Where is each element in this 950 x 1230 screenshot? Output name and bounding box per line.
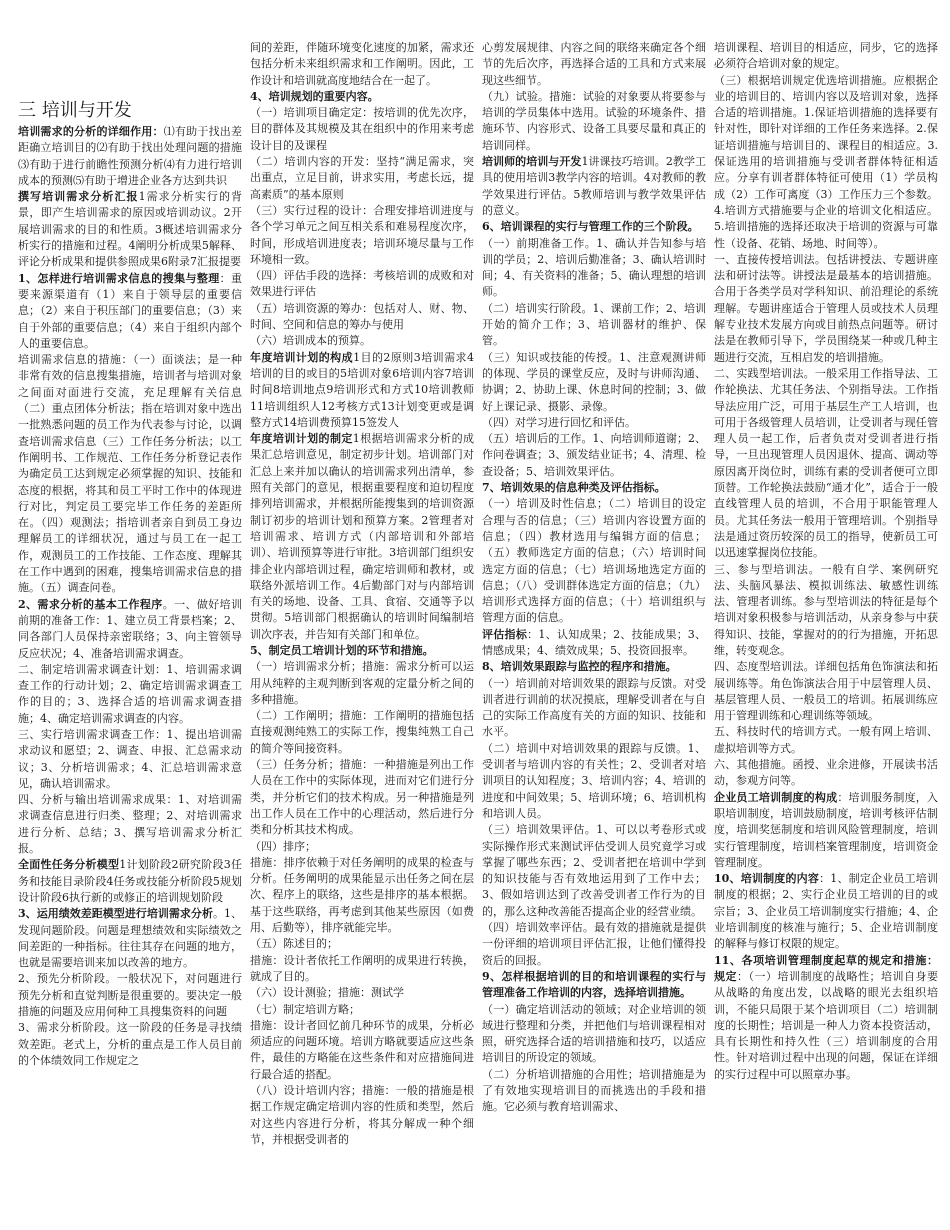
paragraph-text: ：重要来源渠道有（1）来自于领导层的重要信息；（2）来自于积压部门的重要信息；（3）来自于外部的重要信息；（4）来自于组织内部个人的重要信息。 [18,271,243,350]
paragraph [18,597,242,662]
paragraph [250,985,474,1001]
paragraph-text: （九）试验。措施：试验的对象要从将要参与培训的学员集体中选用。试验的环境条件、措施环节、内容形式、设备工具要尽量和真正的培训同样。 [482,89,706,152]
paragraph [714,659,938,724]
paragraph-text: （四）排序； [250,839,316,853]
paragraph-text: （一）前期准备工作。1、确认并告知参与培训的学员；2、培训后勤准备；3、确认培训时间；4、有关资料的准备；5、确认理想的培训师。 [482,236,706,299]
paragraph [482,236,706,301]
paragraph [18,124,242,189]
paragraph-heading: 评估指标 [482,627,528,641]
paragraph [250,643,474,659]
paragraph [714,366,938,562]
paragraph-heading: 2、需求分析的基本工作程序 [18,597,163,611]
paragraph [714,757,938,790]
paragraph-text: （二）培训内容的开发：坚持“满足需求，突出重点，立足目前，讲求实用，考虑长远，提高素质”的基本原则 [250,155,474,201]
paragraph [714,724,938,757]
paragraph [250,757,474,838]
paragraph-text: 心剪发展规律、内容之间的联络来确定各个细节的先后次序，再选择合适的工具和方式来展现这些细节。 [482,41,706,87]
paragraph [714,871,938,952]
paragraph-text: 1计划阶段2研究阶段3任务和技能目录阶段4任务或技能分析阶段5规划设计阶段6执行新的或修正的培训规划阶段 [18,858,242,904]
paragraph-text: （三）根据培训规定优选培训措施。应根据企业的培训目的、培训内容以及培训对象，选择合适的培训措施。1.保证培训措施的选择要有针对性，即针对详细的工作任务来选择。2.保证培训措施与培训目的、课程目的相适应。3.保证选用的培训措施与受训者群体特征相适应。分享有训者群体特征可使用（1）学员构成（2）工作可离度（3）工作压力三个参数。4.培训方式措施要与企业的培训文化相适应。5.培训措施的选择还取决于培训的资源与可靠性（设备、花销、场地、时间等）。 [714,73,938,250]
paragraph-heading: 培训师的培训与开发 [482,155,582,169]
paragraph [482,1067,706,1116]
paragraph [250,855,474,936]
paragraph [250,431,474,643]
paragraph [714,252,938,366]
paragraph-heading: 7、培训效果的信息种类及评估指标。 [482,481,666,495]
column-1-body [18,124,242,1069]
paragraph-heading: 8、培训效果跟踪与监控的程序和措施。 [482,660,677,674]
paragraph-text: （一）培训需求分析；措施：需求分析可以运用从纯粹的主观判断到客观的定量分析之间的多种措施。 [250,660,474,706]
paragraph-text: （五）培训后的工作。1、向培训师道谢；2、作问卷调查；3、颁发结业证书；4、清理、检查设备；5、培训效果评估。 [482,432,706,478]
paragraph-text: 间的差距，伴随环境变化速度的加紧，需求还包括分析未来组织需求和工作阐明。因此，工作设计和培训就高度地结合在一起了。 [250,41,474,87]
paragraph [18,271,242,352]
paragraph-heading: 4、培训规划的重要内容。 [250,89,379,103]
paragraph-heading: 企业员工培训制度的构成 [714,790,838,804]
paragraph-text: 3、需求分析阶段。这一阶段的任务是寻找绩效差距。老式上，分析的重点是工作人员目前的个体绩效同工作规定之 [18,1021,242,1067]
paragraph [482,350,706,415]
paragraph-text: ：（一）培训制度的战略性；培训自身要从战略的角度出发，以战略的眼光去组织培训，不能只局限于某个培训项目（二）培训制度的长期性；培训是一种人力资本投资活动，具有长期性和持久性（三）培训制度的合用性。针对培训过程中出现的问题，保证在详细的实行过程中可以照章办事。 [714,969,938,1081]
paragraph [250,953,474,986]
paragraph [250,333,474,349]
paragraph-text: （二）分析培训措施的合用性；培训措施是为了有效地实现培训目的而挑选出的手段和措施。它必须与教育培训需求、 [482,1067,706,1114]
paragraph-heading: 5、制定员工培训计划的环节和措施。 [250,643,434,657]
paragraph-text: ：1、认知成果；2、技能成果；3、情感成果；4、绩效成果；5、投资回报率。 [482,627,707,657]
paragraph [250,1002,474,1018]
paragraph-text: （七）制定培训方略； [250,1002,360,1016]
paragraph [482,659,706,675]
paragraph [714,562,938,660]
paragraph-heading: 3、运用绩效差距模型进行培训需求分析 [18,907,213,921]
paragraph [250,40,474,89]
paragraph [482,431,706,480]
paragraph [18,352,242,596]
paragraph-text: 六、其他措施。函授、业余进修，开展读书活动，参观方问等。 [714,758,938,788]
paragraph [714,953,938,1083]
paragraph-heading: 10、培训制度的内容 [714,872,820,886]
paragraph-text: （一）确定培训活动的领域；对企业培训的领域进行整理和分类，并把他们与培训课程相对照，研究选择合适的培训措施和技巧，以适应培训目的所设定的领域。 [482,1002,706,1065]
paragraph-text: （一）培训前对培训效果的跟踪与反馈。对受训者进行训前的状况摸底，理解受训者在与自己的实际工作高度有关的方面的知识、技能和水平。 [482,676,706,739]
paragraph [250,89,474,105]
paragraph-text: （二）培训实行阶段。1、课前工作；2、培训开始的简介工作；3、培训器材的维护、保管。 [482,301,706,348]
paragraph [250,839,474,855]
paragraph [18,189,242,270]
paragraph-text: （三）知识或技能的传授。1、注意观测讲师的体现、学员的课堂反应，及时与讲师沟通、协调；2、协助上课、休息时间的控制；3、做好上课记录、摄影、录像。 [482,350,706,413]
paragraph-heading: 年度培训计划的制定 [250,432,353,446]
paragraph-text: 措施：设计者依托工作阐明的成果进行转换，就成了目的。 [250,953,474,983]
paragraph-text: 三、实行培训需求调查工作：1、提出培训需求动议和愿望；2、调查、申报、汇总需求动议；3、分析培训需求；4、汇总培训需求意见，确认培训需求。 [18,727,242,790]
paragraph [250,105,474,154]
paragraph [714,790,938,871]
paragraph-text: （六）培训成本的预算。 [250,334,371,348]
paragraph [482,301,706,350]
column-3 [482,40,706,1116]
paragraph [250,268,474,301]
paragraph-text: （六）设计测验；措施：测试学 [250,986,404,1000]
paragraph-heading: 培训需求的分析的详细作用： [18,125,164,138]
paragraph-text: （一）培训及时性信息；（二）培训目的设定合理与否的信息；（三）培训内容设置方面的信息；（四）教材选用与编辑方面的信息；（五）教师选定方面的信息；（六）培训时间选定方面的信息；（七）培训场地选定方面的信息；（八）受训群体选定方面的信息；（九）培训形式选择方面的信息；（十）培训组织与管理方面的信息。 [482,497,706,625]
paragraph-text: （二）培训中对培训效果的跟踪与反馈。1、受训者与培训内容的有关性；2、受训者对培训项目的认知程度；3、培训内容；4、培训的进度和中间效果；5、培训环境；6、培训机构和培训人员。 [482,741,706,820]
paragraph [482,741,706,822]
paragraph [714,73,938,252]
column-2 [250,40,474,1148]
paragraph-text: 四、态度型培训法。详细包括角色饰演法和拓展训练等。角色饰演法合用于中层管理人员、基层管理人员、一般员工的培训。拓展训练应用于管理训练和心理训练等领域。 [714,660,938,723]
paragraph [18,727,242,792]
paragraph-text: 培训需求信息的措施：（一）面谈法；是一种非常有效的信息搜集措施，培训者与培训对象之间面对面进行交流，充足理解有关信息（二）重点团体分析法；指在培训对象中选出一批熟悉问题的员工作为代表参与讨论，以调查培训需求信息（三）工作任务分析法；以工作阐明书、工作规范、工作任务分析登记表作为确定员工达到规定必须掌握的知识、技能和态度的根据，将其和员工平时工作中的体现进行对比，判定员工要完毕工作任务的差距所在。（四）观测法；指培训者亲自到员工身边理解员工的详细状况，通过与员工在一起工作，观测员工的工作技能、工作态度、理解其在工作中遇到的困难，搜集培训需求信息的措施。（五）调查问卷。 [18,353,242,595]
paragraph [250,659,474,708]
paragraph-text: ：培训服务制度，入职培训制度，培训鼓励制度，培训考核评估制度，培训奖惩制度和培训风险管理制度，培训实行管理制度，培训档案管理制度，培训资金管理制度。 [714,790,939,869]
paragraph [18,857,242,906]
paragraph [482,89,706,154]
paragraph [18,662,242,727]
paragraph-text: （四）对学习进行回忆和评估。 [482,415,636,429]
paragraph [18,792,242,857]
paragraph [18,1020,242,1069]
paragraph-text: （三）实行过程的设计：合理安排培训进度与各个学习单元之间互相关系和难易程度次序，时间，形成培训进度表；培训环境尽量与工作环境相一致。 [250,203,474,266]
paragraph-text: （四）培训效率评估。最有效的措施就是提供一份评细的培训项目评估汇报，让他们懂得投资后的回报。 [482,921,706,967]
paragraph [482,1002,706,1067]
paragraph-text: ⑴有助于找出差距确立培训目的⑵有助于找出处理问题的措施⑶有助于进行前瞻性预测分析⑷有力进行培训成本的预测⑸有助于增进企业各方达到共识 [18,125,243,187]
paragraph [482,627,706,660]
paragraph [482,496,706,626]
paragraph-text: 措施：设计者回忆前几种环节的成果，分析必须适应的问题环境。培训方略就要适应这些条件，最佳的方略能在这些条件和对应措施间进行最合适的搭配。 [250,1018,474,1081]
paragraph-text: 二、制定培训需求调查计划：1、培训需求调查工作的行动计划；2、确定培训需求调查工作的目的；3、选择合适的培训需求调查措施；4、确定培训需求调查的内容。 [18,662,242,725]
paragraph [482,219,706,235]
paragraph-text: （三）培训效果评估。1、可以以考卷形式或实际操作形式来测试评估受训人员究竟学习或掌握了哪些东西；2、受训者把在培训中学到的知识技能与否有效地运用到了工作中去；3、假如培训达到了改善受训者工作行为的目的，那么这种改善能否提高企业的经营业绩。 [482,823,706,918]
paragraph-text: （二）工作阐明；措施：工作阐明的措施包括直接观测纯熟工的实际工作，搜集纯熟工自己的简介等间接资料。 [250,709,474,755]
paragraph-text: （一）培训项目确定定：按培训的优先次序，目的群体及其规模及其在组织中的作用来考虑设计目的及课程 [250,106,474,152]
paragraph-heading: 1、怎样进行培训需求信息的搜集与整理 [18,271,220,285]
paragraph-text: 二、实践型培训法。一般采用工作指导法、工作轮换法、尤其任务法、个别指导法。工作指导法应用广泛，可用于基层生产工人培训，也可用于各级管理人员培训，让受训者与现任管理人员一起工作，后者负责对受训者进行指导，一旦出现管理人员因退休、提高、调动等原因离开岗位时，训练有素的受训者便可立即顶替。工作轮换法鼓励“通才化”，适合于一般直线管理人员的培训，不合用于职能管理人员。尤其任务法一般用于管理培训。个别指导法是通过资历较深的员工的指导，使新员工可以迅速掌握岗位技能。 [714,366,938,560]
paragraph-text: 五、科技时代的培训方式。一般有网上培训、虚拟培训等方式。 [714,725,938,755]
paragraph-text: 措施：排序依赖于对任务阐明的成果的检查与分析。任务阐明的成果能显示出任务之间在层次、程序上的联络，这些是排序的基本根据。基于这些联络，再考虑到其他某些原因（如费用、后勤等），排序就能完毕。 [250,855,474,935]
paragraph-heading: 全面性任务分析模型 [18,858,120,872]
paragraph-text: 三、参与型培训法。一般有自学、案例研究法、头脑风暴法、模拟训练法、敏感性训练法、管理者训练。参与型培训法的特征是每个培训对象积极参与培训活动，从亲身参与中获得知识、技能，掌握对的的行为措施，开拓思维，转变观念。 [714,562,938,657]
page-title: 三 培训与开发 [18,100,132,121]
paragraph [18,906,242,971]
paragraph-text: 1需求分析实行的背景，即产生培训需求的原因或培训动议。2开展培训需求的目的和性质。3概述培训需求分析实行的措施和过程。4阐明分析成果5解释、评论分析成果和提供参照成果6附录7汇报提要 [18,190,243,269]
paragraph [250,1018,474,1083]
paragraph [482,154,706,219]
paragraph-text: ：1、制定企业员工培训制度的根据；2、实行企业员工培训的目的或宗旨；3、企业员工培训制度实行措施；4、企业培训制度的核准与施行；5、企业培训制度的解释与修订权限的规定。 [714,872,939,951]
column-4 [714,40,938,1083]
paragraph [482,969,706,1002]
paragraph [250,203,474,268]
paragraph-text: 培训课程、培训目的相适应，同步，它的选择必须符合培训对象的规定。 [714,41,938,71]
paragraph-text: （八）设计培训内容；措施：一般的措施是根据工作规定确定培训内容的性质和类型，然后对这些内容进行分析，将其分解成一种个细节，并根据受训者的 [250,1084,474,1146]
paragraph [482,415,706,431]
paragraph-heading: 6、培训课程的实行与管理工作的三个阶段。 [482,220,699,234]
paragraph [250,708,474,757]
paragraph-text: 1根据培训需求分析的成果汇总培训意见，制定初步计划。培训部门对汇总上来并加以确认的培训需求列出清单，参照有关部门的意见，根据重要程度和迫切程度排列培训需求，并根据所能搜集到的培训资源制订初步的培训计划和预算方案。2管理者对培训需求、培训方式（内部培训和外部培训）、培训预算等进行审批。3培训部门组织安排企业内部培训过程，确定培训师和教材，或联络外派培训工作。4后勤部门对与内部培训有关的场地、设备、工具、食宿、交通等予以贯彻。5培训部门根据确认的培训时间编制培训次序表，并告知有关部门和单位。 [250,432,475,641]
paragraph-text: （五）陈述目的； [250,937,338,951]
paragraph-text: 2、预先分析阶段。一般状况下，对问题进行预先分析和直觉判断是很重要的。要决定一般措施的问题及应用何种工具搜集资料的问题 [18,972,242,1019]
paragraph-text: （三）任务分析；措施：一种措施是列出工作人员在工作中的实际体现，进而对它们进行分类，并分析它们的技术构成。另一种措施是列出工作人员在工作中的心理活动，然后进行分类和分析其技术构成。 [250,758,474,837]
column-1 [18,100,242,1069]
paragraph [18,971,242,1020]
paragraph-text: （四）评估手段的选择：考核培训的成败和对效果进行评估 [250,269,474,299]
paragraph-heading: 11、各项培训管理制度起草的规定和措施：规定 [714,953,938,983]
paragraph-text: 。1、发现问题阶段。问题是理想绩效和实际绩效之间差距的一种指标。往往其存在问题的地方，也就是需要培训来加以改善的地方。 [18,907,243,970]
paragraph-heading: 撰写培训需求分析汇报 [18,190,139,204]
paragraph [482,920,706,969]
paragraph [482,822,706,920]
paragraph-text: 。一、做好培训前期的准备工作：1、建立员工背景档案；2、同各部门人员保持亲密联络；3、向主管领导反应状况；4、准备培训需求调查。 [18,597,243,660]
paragraph-text: （五）培训资源的筹办：包括对人、财、物、时间、空间和信息的筹办与使用 [250,301,474,332]
paragraph [250,936,474,952]
paragraph-text: 1讲课技巧培训。2教学工具的使用培训3教学内容的培训。4对教师的教学效果进行评估。5教师培训与教学效果评估的意义。 [482,155,706,217]
paragraph [482,676,706,741]
paragraph-text: 一、直接传授培训法。包括讲授法、专题讲座法和研讨法等。讲授法是最基本的培训措施。合用于各类学员对学科知识、前沿理论的系统理解。专题讲座适合于管理人员或技术人员理解专业技术发展方向或目前热点问题等。研讨法是在教师引导下，学员围绕某一种或几种主题进行交流，互相启发的培训措施。 [714,252,938,364]
paragraph-text: 四、分析与输出培训需求成果：1、对培训需求调查信息进行归类、整理；2、对培训需求进行分析、总结；3、撰写培训需求分析汇报。 [18,793,242,856]
paragraph [482,480,706,496]
paragraph-heading: 9、怎样根据培训的目的和培训课程的实行与管理准备工作培训的内容，选择培训措施。 [482,969,706,1000]
paragraph [250,301,474,334]
paragraph [250,350,474,431]
paragraph-text: 1目的2原则3培训需求4培训的目的或目的5培训对象6培训内容7培训时间8培训地点9培训形式和方式10培训教师11培训组织人12考核方式13计划变更或是调整方式14培训费预算15签发人 [250,350,475,429]
paragraph [250,154,474,203]
paragraph [714,40,938,73]
paragraph [250,1083,474,1148]
paragraph [482,40,706,89]
paragraph-heading: 年度培训计划的构成 [250,350,354,364]
